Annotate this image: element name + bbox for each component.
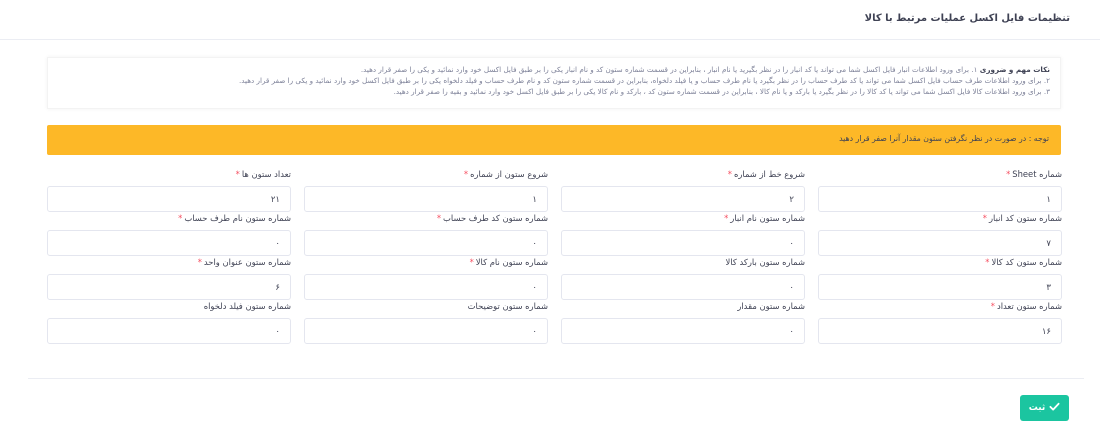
product-code-col-input[interactable]: ۳ — [818, 274, 1062, 300]
field-quantity-col — [818, 301, 1062, 345]
page-title: تنظیمات فایل اکسل عملیات مرتبط با کالا — [864, 13, 1070, 24]
check-icon — [1049, 401, 1060, 415]
field-warehouse-name-col — [561, 213, 805, 257]
field-description-col — [304, 301, 548, 345]
required-mark: * — [727, 169, 732, 179]
field-product-name-col — [304, 257, 548, 301]
product-name-col-label: شماره ستون نام کالا — [475, 257, 548, 267]
notes-title: نکات مهم و ضروری — [979, 65, 1050, 74]
field-product-code-col — [818, 257, 1062, 301]
custom-field-col-label: شماره ستون فیلد دلخواه — [203, 301, 291, 311]
required-mark: * — [985, 257, 990, 267]
sheet-number-label: شماره Sheet — [1012, 169, 1062, 179]
product-barcode-col-label: شماره ستون بارکد کالا — [725, 257, 805, 267]
note-line-2: ۲. برای ورود اطلاعات طرف حساب فایل اکسل شما می تواند یا کد طرف حساب را در نظر بگیرد یا نام طرف حساب و یا فیلد دلخواه، بنابراین در قسمت شماره ستون کد و نام طرف حساب و فیلد دلخواه یکی را بر طبق فایل اکسل خود وارد نمائید و یکی را صفر قرار دهید. — [238, 76, 1050, 85]
field-start-column — [304, 169, 548, 213]
account-name-col-label: شماره ستون نام طرف حساب — [184, 213, 291, 223]
note-line-3: ۳. برای ورود اطلاعات کالا فایل اکسل شما می تواند یا کد کالا را در نظر بگیرد یا بارکد و یا نام کالا ، بنابراین در قسمت شماره ستون کد ، بارکد و نام کالا یکی را بر طبق فایل اکسل خود وارد نمائید و بقیه را صفر قرار دهید. — [393, 87, 1050, 96]
required-mark: * — [982, 213, 987, 223]
required-mark: * — [724, 213, 729, 223]
start-column-label: شروع ستون از شماره — [470, 169, 548, 179]
required-mark: * — [469, 257, 474, 267]
description-col-label: شماره ستون توضیحات — [467, 301, 548, 311]
field-amount-col — [561, 301, 805, 345]
field-account-code-col — [304, 213, 548, 257]
account-name-col-input[interactable]: ۰ — [47, 230, 291, 256]
footer-divider — [28, 378, 1084, 379]
start-row-label: شروع خط از شماره — [733, 169, 805, 179]
field-account-name-col — [47, 213, 291, 257]
account-code-col-input[interactable]: ۰ — [304, 230, 548, 256]
column-count-label: تعداد ستون ها — [241, 169, 291, 179]
start-row-input[interactable]: ۲ — [561, 186, 805, 212]
warning-banner — [47, 125, 1061, 155]
required-mark: * — [178, 213, 183, 223]
product-barcode-col-input[interactable]: ۰ — [561, 274, 805, 300]
field-custom-field-col — [47, 301, 291, 345]
field-warehouse-code-col — [818, 213, 1062, 257]
sheet-number-input[interactable]: ۱ — [818, 186, 1062, 212]
field-sheet-number — [818, 169, 1062, 213]
field-unit-title-col — [47, 257, 291, 301]
product-name-col-input[interactable]: ۰ — [304, 274, 548, 300]
required-mark: * — [197, 257, 202, 267]
important-notes-panel — [47, 57, 1061, 109]
required-mark: * — [990, 301, 995, 311]
start-column-input[interactable]: ۱ — [304, 186, 548, 212]
unit-title-col-input[interactable]: ۶ — [47, 274, 291, 300]
warehouse-name-col-input[interactable]: ۰ — [561, 230, 805, 256]
amount-col-input[interactable]: ۰ — [561, 318, 805, 344]
field-column-count — [47, 169, 291, 213]
amount-col-label: شماره ستون مقدار — [737, 301, 805, 311]
quantity-col-label: شماره ستون تعداد — [996, 301, 1062, 311]
column-count-input[interactable]: ۲۱ — [47, 186, 291, 212]
warehouse-name-col-label: شماره ستون نام انبار — [730, 213, 805, 223]
required-mark: * — [436, 213, 442, 223]
page-header — [0, 0, 1100, 40]
field-start-row — [561, 169, 805, 213]
required-mark: * — [1006, 169, 1011, 179]
required-mark: * — [235, 169, 240, 179]
submit-button[interactable] — [1020, 395, 1069, 421]
warning-text: توجه : در صورت در نظر نگرفتن ستون مقدار آنرا صفر قرار دهید — [839, 134, 1049, 143]
description-col-input[interactable]: ۰ — [304, 318, 548, 344]
required-mark: * — [463, 169, 469, 179]
quantity-col-input[interactable]: ۱۶ — [818, 318, 1062, 344]
warehouse-code-col-label: شماره ستون کد انبار — [988, 213, 1062, 223]
warehouse-code-col-input[interactable]: ۷ — [818, 230, 1062, 256]
account-code-col-label: شماره ستون کد طرف حساب — [443, 213, 548, 223]
custom-field-col-input[interactable]: ۰ — [47, 318, 291, 344]
note-line-1 — [58, 64, 1050, 75]
note-line-1-text: ۱. برای ورود اطلاعات انبار فایل اکسل شما می تواند یا کد انبار را در نظر بگیرید یا نام انبار ، بنابراین در قسمت شماره ستون کد و نام انبار یکی را بر طبق فایل اکسل خود وارد نمائید و یکی را صفر قرار دهید. — [360, 65, 978, 74]
submit-label: ثبت — [1028, 403, 1046, 413]
unit-title-col-label: شماره ستون عنوان واحد — [203, 257, 291, 267]
product-code-col-label: شماره ستون کد کالا — [991, 257, 1062, 267]
field-product-barcode-col — [561, 257, 805, 301]
